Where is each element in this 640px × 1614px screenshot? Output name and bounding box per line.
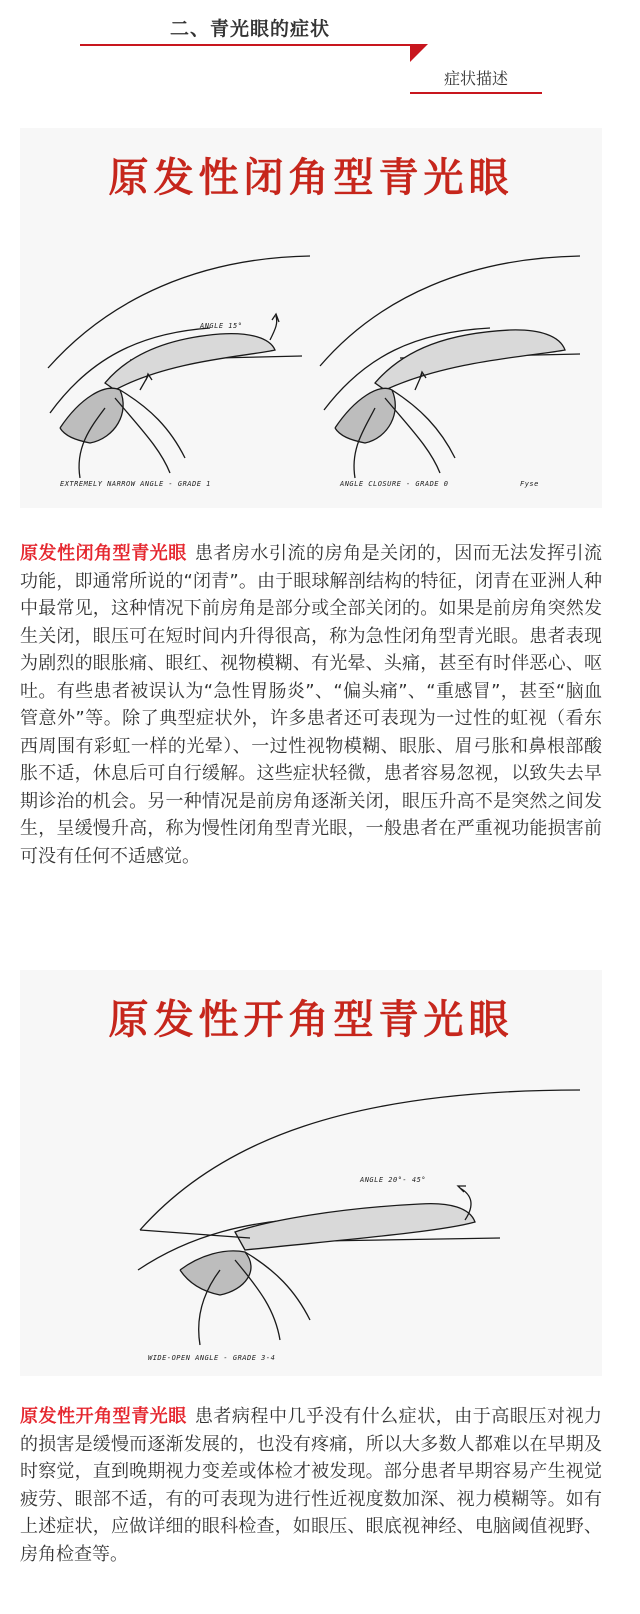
- left-angle-label: ANGLE 15°: [200, 322, 243, 330]
- section-header: [0, 0, 640, 110]
- right-caption: ANGLE CLOSURE - GRADE 0: [340, 480, 449, 488]
- paragraph-text: 患者病程中几乎没有什么症状，由于高眼压对视力的损害是缓慢而逐渐发展的，也没有疼痛，所以大多数人都难以在早期及时察觉，直到晚期视力变差或体检才被发现。部分患者早期容易产生视觉疲劳、眼部不适，有的可表现为进行性近视度数加深、视力模糊等。如有上述症状，应做详细的眼科检查，如眼压、眼底视神经、电脑阈值视野、房角检查等。: [20, 1406, 603, 1565]
- title-underline: [80, 44, 412, 46]
- anterior-chamber-illustration: [20, 970, 602, 1376]
- figure-caption: WIDE-OPEN ANGLE - GRADE 3-4: [148, 1354, 276, 1362]
- arrow-icon: [270, 314, 279, 340]
- angle-label: ANGLE 20°- 45°: [360, 1176, 427, 1184]
- closed-angle-description: [20, 540, 602, 870]
- figure-title: 原发性闭角型青光眼: [108, 154, 514, 201]
- title-triangle-decoration: [410, 44, 428, 62]
- left-caption: EXTREMELY NARROW ANGLE - GRADE 1: [60, 480, 211, 488]
- open-angle-description: [20, 1403, 602, 1568]
- closed-angle-glaucoma-figure: [20, 128, 602, 508]
- open-angle-glaucoma-figure: [20, 970, 602, 1376]
- paragraph-lead: 原发性开角型青光眼: [20, 1406, 187, 1427]
- paragraph-lead: 原发性闭角型青光眼: [20, 543, 187, 564]
- ciliary-body: [180, 1251, 251, 1295]
- iris-body: [105, 334, 275, 390]
- subtitle-label: 症状描述: [443, 69, 508, 88]
- ciliary-body: [60, 388, 123, 443]
- section-title: 二、青光眼的症状: [169, 18, 330, 40]
- anterior-chamber-illustration: [20, 128, 602, 508]
- subtitle-underline: [410, 92, 542, 94]
- figure-title: 原发性开角型青光眼: [108, 996, 514, 1043]
- artist-signature: Fyse: [520, 480, 539, 488]
- iris-body: [235, 1204, 475, 1250]
- paragraph-text: 患者房水引流的房角是关闭的，因而无法发挥引流功能，即通常所说的“闭青”。由于眼球解剖结构的特征，闭青在亚洲人种中最常见，这种情况下前房角是部分或全部关闭的。如果是前房角突然发生关闭，眼压可在短时间内升得很高，称为急性闭角型青光眼。患者表现为剧烈的眼胀痛、眼红、视物模糊、有光晕、头痛，甚至有时伴恶心、呕吐。有些患者被误认为“急性胃肠炎”、“偏头痛”、“重感冒”，甚至“脑血管意外”等。除了典型症状外，许多患者还可表现为一过性的虹视（看东西周围有彩虹一样的光晕）、一过性视物模糊、眼胀、眉弓胀和鼻根部酸胀不适，休息后可自行缓解。这些症状轻微，患者容易忽视，以致失去早期诊治的机会。另一种情况是前房角逐渐关闭，眼压升高不是突然之间发生，呈缓慢升高，称为慢性闭角型青光眼，一般患者在严重视功能损害前可没有任何不适感觉。: [20, 543, 603, 867]
